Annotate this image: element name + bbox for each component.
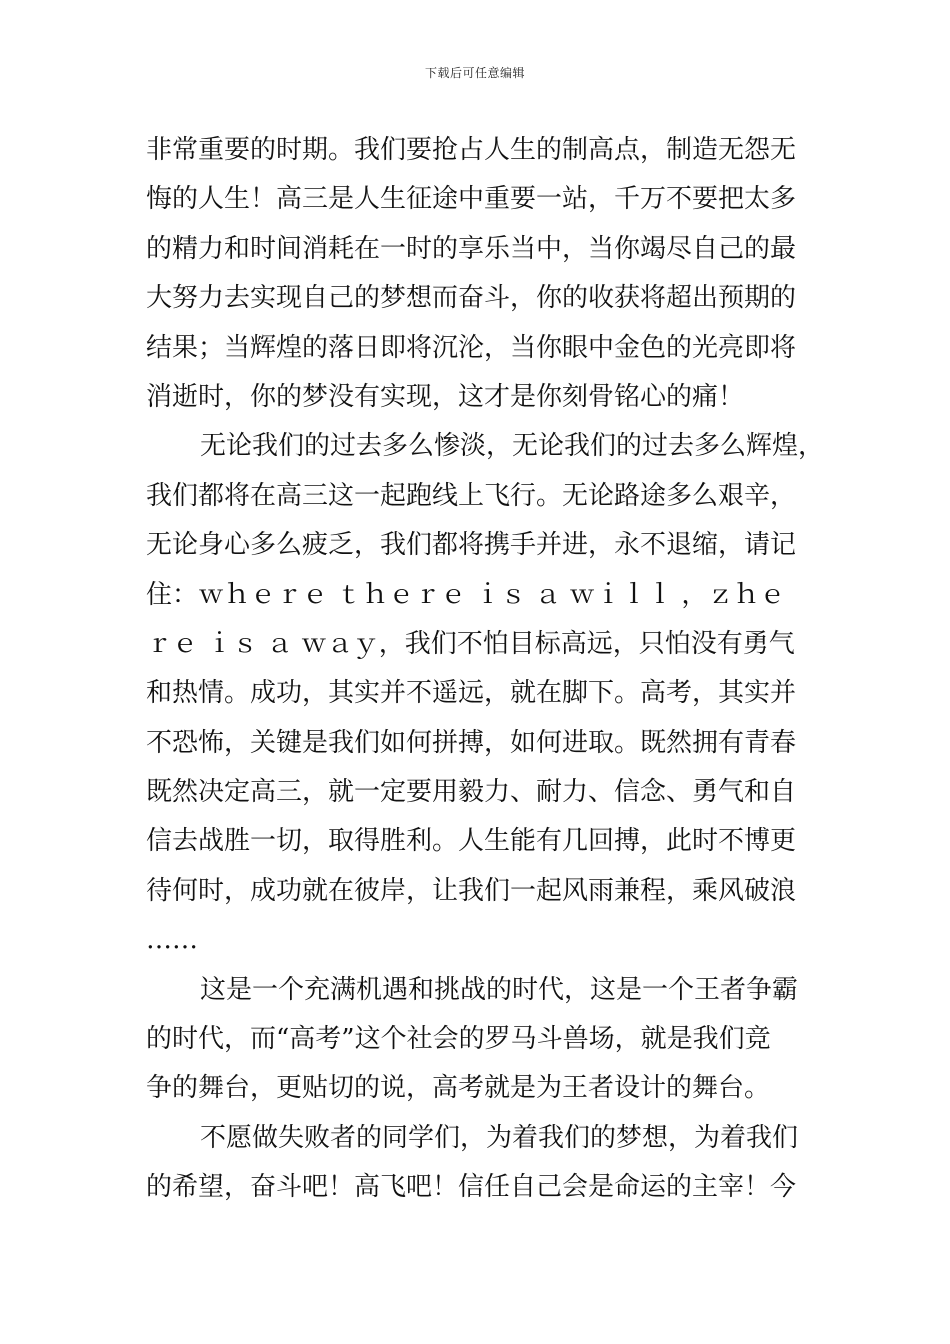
text-line: 的希望，奋斗吧！高飞吧！信任自己会是命运的主宰！今 [146, 1172, 797, 1203]
text-line: 争的舞台，更贴切的说，高考就是为王者设计的舞台。 [146, 1073, 771, 1104]
text-line: 不恐怖，关键是我们如何拼搏，如何进取。既然拥有青春 [146, 727, 797, 758]
text-line: 消逝时，你的梦没有实现，这才是你刻骨铭心的痛！ [146, 381, 745, 412]
text-line: 信去战胜一切，取得胜利。人生能有几回搏，此时不博更 [146, 826, 797, 857]
text-line: ｒｅ ｉｓ ａ ｗａｙ，我们不怕目标高远，只怕没有勇气 [146, 628, 795, 659]
text-line: 悔的人生！高三是人生征途中重要一站，千万不要把太多 [146, 184, 797, 215]
text-line: 的精力和时间消耗在一时的享乐当中，当你竭尽自己的最 [146, 233, 797, 264]
text-line: 我们都将在高三这一起跑线上飞行。无论路途多么艰辛， [146, 480, 797, 511]
text-line: 结果；当辉煌的落日即将沉沦，当你眼中金色的光亮即将 [146, 332, 797, 363]
paragraph-start-line: 不愿做失败者的同学们，为着我们的梦想，为着我们 [200, 1122, 799, 1153]
text-line: …… [146, 925, 198, 956]
paragraph-start-line: 这是一个充满机遇和挑战的时代，这是一个王者争霸 [200, 974, 799, 1005]
text-line: 和热情。成功，其实并不遥远，就在脚下。高考，其实并 [146, 678, 797, 709]
text-line: 既然决定高三，就一定要用毅力、耐力、信念、勇气和自 [146, 777, 797, 808]
text-line: 的时代，而“高考”这个社会的罗马斗兽场，就是我们竞 [146, 1024, 771, 1055]
page-header: 下载后可任意编辑 [424, 66, 525, 80]
text-line: 非常重要的时期。我们要抢占人生的制高点，制造无怨无 [146, 135, 797, 165]
text-line: 无论身心多么疲乏，我们都将携手并进，永不退缩，请记 [146, 530, 797, 561]
document-body [146, 126, 825, 1213]
text-line: 大努力去实现自己的梦想而奋斗，你的收获将超出预期的 [146, 283, 797, 314]
text-line: 住：ｗｈｅｒｅ ｔｈｅｒｅ ｉｓ ａ ｗｉｌｌ ，ｚｈｅ [146, 579, 786, 610]
paragraph-start-line: 无论我们的过去多么惨淡，无论我们的过去多么辉煌， [200, 431, 825, 462]
text-line: 待何时，成功就在彼岸，让我们一起风雨兼程，乘风破浪 [146, 875, 797, 906]
